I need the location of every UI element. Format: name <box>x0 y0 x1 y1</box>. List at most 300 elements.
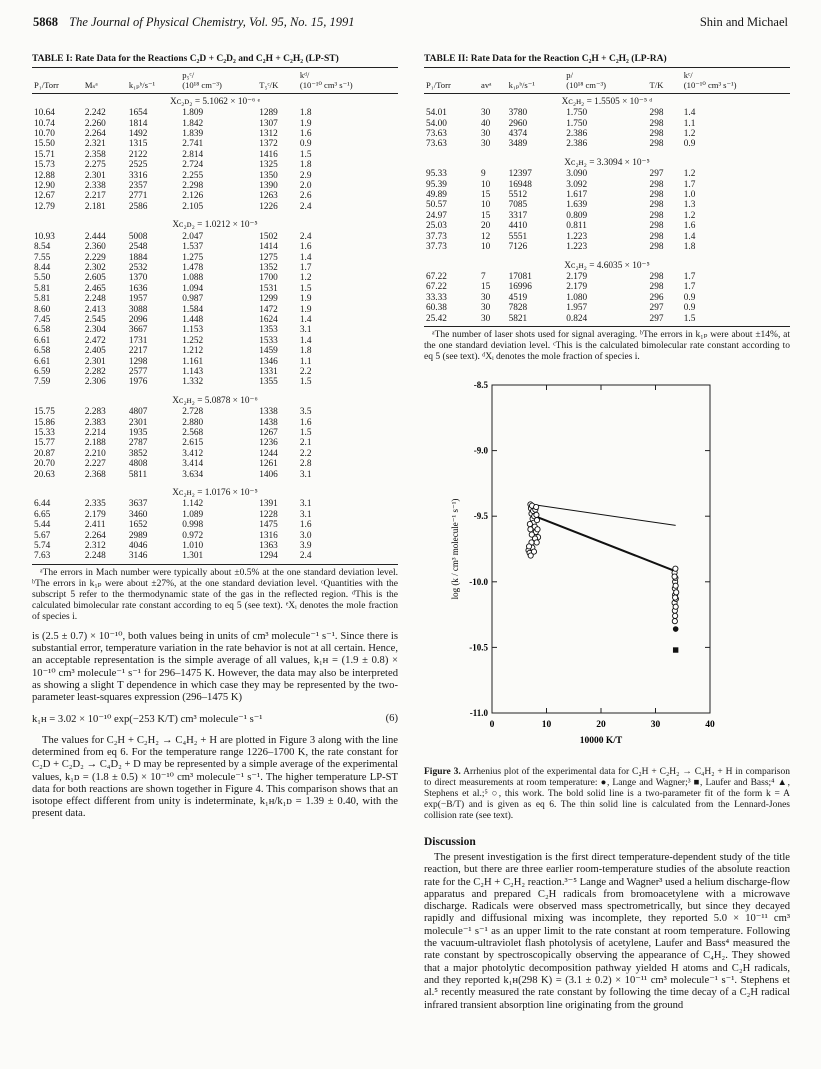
table-cell: 1.9 <box>299 304 312 315</box>
table-cell: 8.54 <box>34 242 51 253</box>
table-cell: 297 <box>648 314 682 327</box>
table-cell: 1.617 <box>566 190 588 201</box>
table-cell: 1.161 <box>182 356 204 367</box>
mole-fraction-label: Xᴄ₂ʜ₂ = 1.0176 × 10⁻⁵ <box>172 488 258 499</box>
table-cell: 298 <box>649 108 664 119</box>
table-cell: 2.217 <box>84 191 106 202</box>
table-cell: 12.88 <box>34 170 55 181</box>
table-cell: 2771 <box>128 191 148 202</box>
table-cell: 1533 <box>259 335 278 346</box>
table1 <box>32 67 398 565</box>
table-row <box>424 108 790 118</box>
table-cell: 2.321 <box>84 139 106 150</box>
table-row <box>32 510 398 520</box>
data-point-this-work <box>535 527 540 532</box>
table-row <box>32 325 398 335</box>
table-cell: 1884 <box>128 252 148 263</box>
table-row <box>424 180 790 190</box>
table-row <box>424 221 790 231</box>
table-cell: 1.5 <box>299 283 312 294</box>
table-cell: 2.411 <box>84 520 106 531</box>
table-cell: 1275 <box>259 252 278 263</box>
table-cell: 2.413 <box>84 304 106 315</box>
table-cell: 6.58 <box>34 325 51 336</box>
data-point-this-work <box>673 604 678 609</box>
table2-column-header: k₁ₚᵇ/s⁻¹ <box>507 80 565 93</box>
table-cell: 1.3 <box>683 200 696 211</box>
table-cell: 1.212 <box>182 346 204 357</box>
table-cell: 1492 <box>128 129 148 140</box>
y-tick-label: -10.0 <box>469 576 488 587</box>
table-cell: 3.0 <box>299 530 312 541</box>
table2 <box>424 67 790 327</box>
table-cell: 8.44 <box>34 262 51 273</box>
table-cell: 4808 <box>128 459 148 470</box>
table-cell: 298 <box>649 231 664 242</box>
data-point-this-work <box>534 504 539 509</box>
table-cell: 30 <box>481 292 491 303</box>
y-axis-label: log (k / cm³ molecule⁻¹ s⁻¹) <box>450 498 460 600</box>
data-point-this-work <box>534 517 539 522</box>
table-cell: 2.301 <box>84 356 106 367</box>
table-cell: 1315 <box>128 139 148 150</box>
data-point-lange-wagner <box>673 626 679 632</box>
y-tick-label: -10.5 <box>469 642 488 653</box>
table-cell: 60.38 <box>426 303 447 314</box>
table-cell: 298 <box>649 200 664 211</box>
table-cell: 1363 <box>259 541 278 552</box>
table-cell: 20.63 <box>34 469 55 480</box>
table-row <box>424 282 790 292</box>
table-cell: 2.4 <box>299 201 312 212</box>
table-cell: 1.809 <box>182 108 204 119</box>
table1-column-header: P₁/Torr <box>32 80 83 93</box>
data-point-this-work <box>526 544 531 549</box>
table2-header-row <box>424 80 790 93</box>
table-cell: 1.4 <box>683 108 696 119</box>
table-cell: 1.2 <box>299 273 312 284</box>
data-point-this-work <box>673 595 678 600</box>
table-row <box>32 531 398 541</box>
table-cell: 10.93 <box>34 231 55 242</box>
table-row <box>32 191 398 201</box>
table-cell: 1.6 <box>299 417 312 428</box>
table-cell: 1267 <box>259 428 278 438</box>
table-cell: 1299 <box>259 294 278 305</box>
table-cell: 3.1 <box>299 325 312 336</box>
table-cell: 1.5 <box>299 377 312 388</box>
collision-line-thin <box>532 504 676 525</box>
table-cell: 1.7 <box>683 179 696 190</box>
table1-header-top-cell <box>257 68 298 81</box>
table-cell: 54.01 <box>426 108 447 119</box>
table-row <box>32 499 398 509</box>
table-cell: 1.6 <box>299 129 312 140</box>
table-cell: 9 <box>481 169 486 180</box>
table-cell: 2.728 <box>182 407 204 418</box>
table-cell: 1976 <box>128 377 148 388</box>
table-cell: 2.6 <box>299 191 312 202</box>
table-cell: 2122 <box>128 149 148 160</box>
table-cell: 1.9 <box>299 118 312 129</box>
table1-column-header: (10⁻¹⁰ cm³ s⁻¹) <box>298 80 398 93</box>
table-cell: 12 <box>481 231 491 242</box>
table-row <box>32 305 398 315</box>
table-cell: 1.842 <box>182 118 204 129</box>
table2-header-top-cell <box>648 68 682 81</box>
table-cell: 2525 <box>128 160 148 171</box>
table-cell: 20.70 <box>34 459 55 470</box>
table-cell: 1.7 <box>683 282 696 293</box>
table-cell: 2.255 <box>182 170 204 181</box>
table-cell: 3.412 <box>182 448 204 459</box>
table-cell: 1372 <box>259 139 278 150</box>
table-cell: 0.987 <box>182 294 204 305</box>
plot-frame <box>492 385 710 713</box>
figure3-caption-text: Arrhenius plot of the experimental data for C₂H + C₂H₂ → C₄H₂ + H in comparison to direct measurements at room temperature: ●, Lange and Wagner;³ ■, Laufer and Bass;⁴ ▲, Stephens et al.;⁵ ○, this work. The bold solid line is a two-parameter fit of the form k = A exp(−B/T) and is given as eq 6. The thin solid line is calculated from the Lennard-Jones collision rate (see text). <box>424 766 790 821</box>
table-cell: 37.73 <box>426 242 447 253</box>
data-point-laufer-bass <box>673 647 678 652</box>
table-cell: 3.5 <box>299 407 312 418</box>
table-cell: 1.750 <box>566 118 588 129</box>
table-cell: 10.64 <box>34 108 55 119</box>
table-cell: 2586 <box>128 201 148 212</box>
table-cell: 298 <box>649 271 664 282</box>
x-tick-label: 0 <box>489 719 495 730</box>
table-cell: 1.080 <box>566 292 588 303</box>
right-column <box>424 54 790 1012</box>
table-cell: 10.74 <box>34 118 55 129</box>
table-cell: 5512 <box>508 190 528 201</box>
table-cell: 2.302 <box>84 262 106 273</box>
table-row <box>32 407 398 417</box>
table-cell: 15.73 <box>34 160 55 171</box>
table-cell: 1294 <box>257 551 298 564</box>
table-cell: 1700 <box>259 273 278 284</box>
equation-6 <box>32 713 398 727</box>
header-left <box>33 15 355 30</box>
table-cell: 2577 <box>128 366 148 377</box>
table-cell: 1.252 <box>182 335 204 346</box>
table-cell: 1438 <box>259 417 278 428</box>
table-cell: 7.63 <box>32 551 83 564</box>
table-row <box>424 129 790 139</box>
table-cell: 1.332 <box>182 377 204 388</box>
table-cell: 1307 <box>259 118 278 129</box>
table-cell: 2.275 <box>84 160 106 171</box>
running-header <box>33 15 788 33</box>
table-cell: 298 <box>649 129 664 140</box>
table-cell: 5.50 <box>34 273 51 284</box>
table-row <box>32 284 398 294</box>
table-cell: 2.210 <box>84 448 106 459</box>
table-cell: 2989 <box>128 530 148 541</box>
table-row <box>32 357 398 367</box>
table-cell: 15.33 <box>34 428 55 438</box>
table-row <box>424 303 790 313</box>
table-cell: 15.50 <box>34 139 55 150</box>
table-cell: 1261 <box>259 459 278 470</box>
table-row <box>424 314 790 327</box>
table-cell: 1472 <box>259 304 278 315</box>
table-cell: 1.6 <box>683 221 696 232</box>
left-paragraph-1: is (2.5 ± 0.7) × 10⁻¹⁰, both values being in units of cm³ molecule⁻¹ s⁻¹. Since there is substantial error, temperature variation in the rate behavior is not at all certain. Hence, an acceptable representation is the simple average of all values, k₁ʜ = (1.9 ± 0.8) × 10⁻¹⁰ cm³ molecule⁻¹ s⁻¹ for 296–1475 K. However, the data may also be interpreted as showing a slight T dependence in which case they may be represented by the two-parameter least-squares expression (296–1475 K) <box>32 630 398 704</box>
table-row <box>424 119 790 129</box>
table-cell: 1.089 <box>182 509 204 520</box>
table-cell: 1.301 <box>180 551 257 564</box>
table-cell: 1.153 <box>182 325 204 336</box>
table-cell: 7 <box>481 271 486 282</box>
table-cell: 1.839 <box>182 129 204 140</box>
table-cell: 1289 <box>259 108 278 119</box>
table-cell: 2357 <box>128 181 148 192</box>
table-cell: 1.639 <box>566 200 588 211</box>
left-paragraph-2: The values for C₂H + C₂H₂ → C₄H₂ + H are plotted in Figure 3 along with the line determined from eq 6. For the temperature range 1226–1700 K, the rate constant for C₂D + C₂D₂ → C₄D₂ + D may be represented by a simple average of the experimental values, k₁ᴅ = (1.8 ± 0.5) × 10⁻¹⁰ cm³ molecule⁻¹ s⁻¹. The higher temperature LP-ST data for both reactions are shown together in Figure 4. This comparison shows that an isotope effect different from unity is indeterminate, k₁ʜ/k₁ᴅ = 1.39 ± 0.40, with the present data. <box>32 734 398 820</box>
table-cell: 1652 <box>128 520 148 531</box>
discussion-heading: Discussion <box>424 835 476 848</box>
table-cell: 2.304 <box>84 325 106 336</box>
table-cell: 2.741 <box>182 139 204 150</box>
table-cell: 2.568 <box>182 428 204 438</box>
table-cell: 1226 <box>259 201 278 212</box>
table2-column-header: (10⁻¹⁰ cm³ s⁻¹) <box>682 80 790 93</box>
table-cell: 2.335 <box>84 499 106 510</box>
table-cell: 2787 <box>128 438 148 449</box>
table-cell: 1346 <box>259 356 278 367</box>
table-cell: 3780 <box>508 108 528 119</box>
table-cell: 1338 <box>259 407 278 418</box>
table-cell: 6.61 <box>34 335 51 346</box>
table2-header-top-cell <box>479 68 507 81</box>
table-cell: 1370 <box>128 273 148 284</box>
table-row <box>32 418 398 428</box>
table-cell: 4374 <box>508 129 528 140</box>
table-cell: 3489 <box>508 139 528 150</box>
table-cell: 0.9 <box>683 292 696 303</box>
table-cell: 30 <box>481 139 491 150</box>
table-cell: 0.998 <box>182 520 204 531</box>
table-cell: 2.472 <box>84 335 106 346</box>
table-cell: 2.338 <box>84 181 106 192</box>
table-cell: 1814 <box>128 118 148 129</box>
table-cell: 2.9 <box>299 170 312 181</box>
table-cell: 2.301 <box>84 170 106 181</box>
table-cell: 6.65 <box>34 509 51 520</box>
table2-footnote: ᵃThe number of laser shots used for signal averaging. ᵇThe errors in k₁ₚ were about ±14%, at the one standard deviation level. ᶜThis is the calculated bimolecular rate constant according to eq 5 (see text). ᵈXᵢ denotes the mole fraction of species i. <box>424 329 790 362</box>
y-tick-label: -9.5 <box>473 511 488 522</box>
table-cell: 40 <box>481 118 491 129</box>
table-cell: 1353 <box>259 325 278 336</box>
table-cell: 3460 <box>128 509 148 520</box>
table-row <box>424 242 790 252</box>
table-cell: 2.465 <box>84 283 106 294</box>
table-cell: 297 <box>649 169 664 180</box>
table-cell: 15.75 <box>34 407 55 418</box>
table-cell: 1.0 <box>683 190 696 201</box>
table-cell: 1.5 <box>299 428 312 438</box>
table-cell: 1935 <box>128 428 148 438</box>
table-cell: 2.126 <box>182 191 204 202</box>
table-row <box>424 272 790 282</box>
table-cell: 1236 <box>259 438 278 449</box>
table-row <box>32 273 398 283</box>
table-cell: 297 <box>649 303 664 314</box>
left-column <box>32 54 398 821</box>
table-cell: 20.87 <box>34 448 55 459</box>
table-row <box>32 160 398 170</box>
table-cell: 1957 <box>128 294 148 305</box>
data-point-this-work <box>528 527 533 532</box>
table-cell: 4519 <box>508 292 528 303</box>
table-cell: 5008 <box>128 231 148 242</box>
equation-6-number: (6) <box>385 712 398 724</box>
table2-column-header: (10¹⁸ cm⁻³) <box>564 80 647 93</box>
table-cell: 298 <box>649 190 664 201</box>
table-cell: 1312 <box>259 129 278 140</box>
data-point-this-work <box>534 540 539 545</box>
figure3-label: Figure 3. <box>424 766 461 777</box>
table-cell: 7.45 <box>34 314 51 325</box>
table-cell: 1531 <box>259 283 278 294</box>
table-cell: 1.2 <box>683 210 696 221</box>
table-cell: 298 <box>649 282 664 293</box>
table-cell: 2.0 <box>299 181 312 192</box>
table-cell: 2.405 <box>84 346 106 357</box>
table-cell: 298 <box>649 118 664 129</box>
table-row <box>32 377 398 387</box>
table-cell: 1391 <box>259 499 278 510</box>
table-cell: 3.1 <box>299 509 312 520</box>
table2-column-header: avᵃ <box>479 80 507 93</box>
table-cell: 296 <box>649 292 664 303</box>
table-row <box>32 551 398 564</box>
table1-header-top-cell <box>127 68 180 81</box>
table-cell: 2.248 <box>84 294 106 305</box>
table-row <box>32 346 398 356</box>
table-cell: 1636 <box>128 283 148 294</box>
table-cell: 2.615 <box>182 438 204 449</box>
table-cell: 3088 <box>128 304 148 315</box>
table-cell: 2.298 <box>182 181 204 192</box>
table-cell: 1298 <box>128 356 148 367</box>
table-cell: 2.179 <box>84 509 106 520</box>
table1-header-row <box>32 80 398 93</box>
table-cell: 1355 <box>259 377 278 388</box>
table-cell: 3852 <box>128 448 148 459</box>
data-point-this-work <box>527 521 532 526</box>
mole-fraction-label: Xᴄ₂ᴅ₂ = 5.1062 × 10⁻⁶ ᵉ <box>169 96 261 107</box>
discussion-text: The present investigation is the first direct temperature-dependent study of the title reaction, but there are three earlier room-temperature studies of the absolute reaction rate for the C₂H + C₂H₂ reaction.³⁻⁵ Lange and Wagner³ used a helium discharge-flow apparatus and prepared C₂H radicals from bromoacetylene with a microwave discharge. Radicals were observed mass spectrometrically, but since they decayed rapidly and diffusional mixing was incomplete, they reported 5.0 × 10⁻¹¹ cm³ molecule⁻¹ s⁻¹ as an upper limit to the rate constant at room temperature. Following the vacuum-ultraviolet flash photolysis of acetylene, Laufer and Bass⁴ measured the rate constant by spectroscopically observing the appearance of C₄H₂. They showed that a major photolytic decomposition pathway yielded H atoms and C₂H radicals, and they reported k₁ʜ(298 K) = (3.1 ± 0.2) × 10⁻¹¹ cm³ molecule⁻¹ s⁻¹. Stephens et al.⁵ recently measured the rate constant by following the time decay of a C₂H radical infrared transient absorption line originating from the ground <box>424 851 790 1011</box>
table-cell: 7.59 <box>34 377 51 388</box>
table-cell: 2.383 <box>84 417 106 428</box>
table-cell: 1.2 <box>683 169 696 180</box>
table-cell: 2301 <box>128 417 148 428</box>
table-cell: 2960 <box>508 118 528 129</box>
table-cell: 5811 <box>128 469 148 480</box>
x-tick-label: 20 <box>596 719 606 730</box>
table-cell: 25.42 <box>424 314 479 327</box>
table-cell: 2.179 <box>566 282 588 293</box>
table-cell: 1.8 <box>299 108 312 119</box>
table-row <box>32 449 398 459</box>
table-cell: 1.6 <box>299 242 312 253</box>
table2-section-label <box>424 155 790 169</box>
table-cell: 6.58 <box>34 346 51 357</box>
table-cell: 6.44 <box>34 499 51 510</box>
table-cell: 2.188 <box>84 438 106 449</box>
table-cell: 2.264 <box>84 129 106 140</box>
table-cell: 2.181 <box>84 201 106 212</box>
table-cell: 1263 <box>259 191 278 202</box>
table-row <box>32 253 398 263</box>
table-cell: 1.223 <box>566 242 588 253</box>
table-cell: 49.89 <box>426 190 447 201</box>
table-row <box>424 139 790 149</box>
table-row <box>32 336 398 346</box>
table-cell: 298 <box>649 179 664 190</box>
table-cell: 2.283 <box>84 407 106 418</box>
table-cell: 3317 <box>508 210 528 221</box>
table-cell: 2.264 <box>84 530 106 541</box>
table-cell: 1.957 <box>566 303 588 314</box>
table-cell: 1.143 <box>182 366 204 377</box>
equation-6-text: k₁ʜ = 3.02 × 10⁻¹⁰ exp(−253 K/T) cm³ molecule⁻¹ s⁻¹ <box>32 713 263 725</box>
table-cell: 1.7 <box>683 271 696 282</box>
table-cell: 2.814 <box>182 149 204 160</box>
table-cell: 7828 <box>508 303 528 314</box>
table-cell: 2.368 <box>84 469 106 480</box>
figure3-svg <box>424 373 790 763</box>
table-cell: 2.260 <box>84 118 106 129</box>
table-cell: 30 <box>481 108 491 119</box>
table-cell: 1.1 <box>683 118 696 129</box>
table-cell: 1502 <box>259 231 278 242</box>
table-cell: 2.444 <box>84 231 106 242</box>
table-cell: 17081 <box>508 271 532 282</box>
table-row <box>32 150 398 160</box>
table-cell: 10 <box>481 179 491 190</box>
table-cell: 1350 <box>259 170 278 181</box>
table-cell: 54.00 <box>426 118 447 129</box>
table-cell: 1.9 <box>299 294 312 305</box>
table-cell: 67.22 <box>426 271 447 282</box>
table-cell: 298 <box>649 242 664 253</box>
table-cell: 2.4 <box>299 231 312 242</box>
table-cell: 5.74 <box>34 541 51 552</box>
table-cell: 2.724 <box>182 160 204 171</box>
table-row <box>32 232 398 242</box>
table-cell: 1459 <box>259 346 278 357</box>
table-cell: 5821 <box>507 314 565 327</box>
table-cell: 0.809 <box>566 210 588 221</box>
table-cell: 3637 <box>128 499 148 510</box>
table-cell: 2.2 <box>299 448 312 459</box>
table-cell: 30 <box>481 303 491 314</box>
table-cell: 1624 <box>259 314 278 325</box>
table-cell: 2.282 <box>84 366 106 377</box>
table-cell: 2.360 <box>84 242 106 253</box>
table-cell: 24.97 <box>426 210 447 221</box>
table-cell: 5.81 <box>34 294 51 305</box>
table-row <box>32 263 398 273</box>
table-cell: 1.537 <box>182 242 204 253</box>
table-cell: 3.1 <box>299 499 312 510</box>
table-cell: 3146 <box>127 551 180 564</box>
table-row <box>32 367 398 377</box>
table-cell: 8.60 <box>34 304 51 315</box>
table-cell: 2.214 <box>84 428 106 438</box>
table-cell: 1.4 <box>299 335 312 346</box>
